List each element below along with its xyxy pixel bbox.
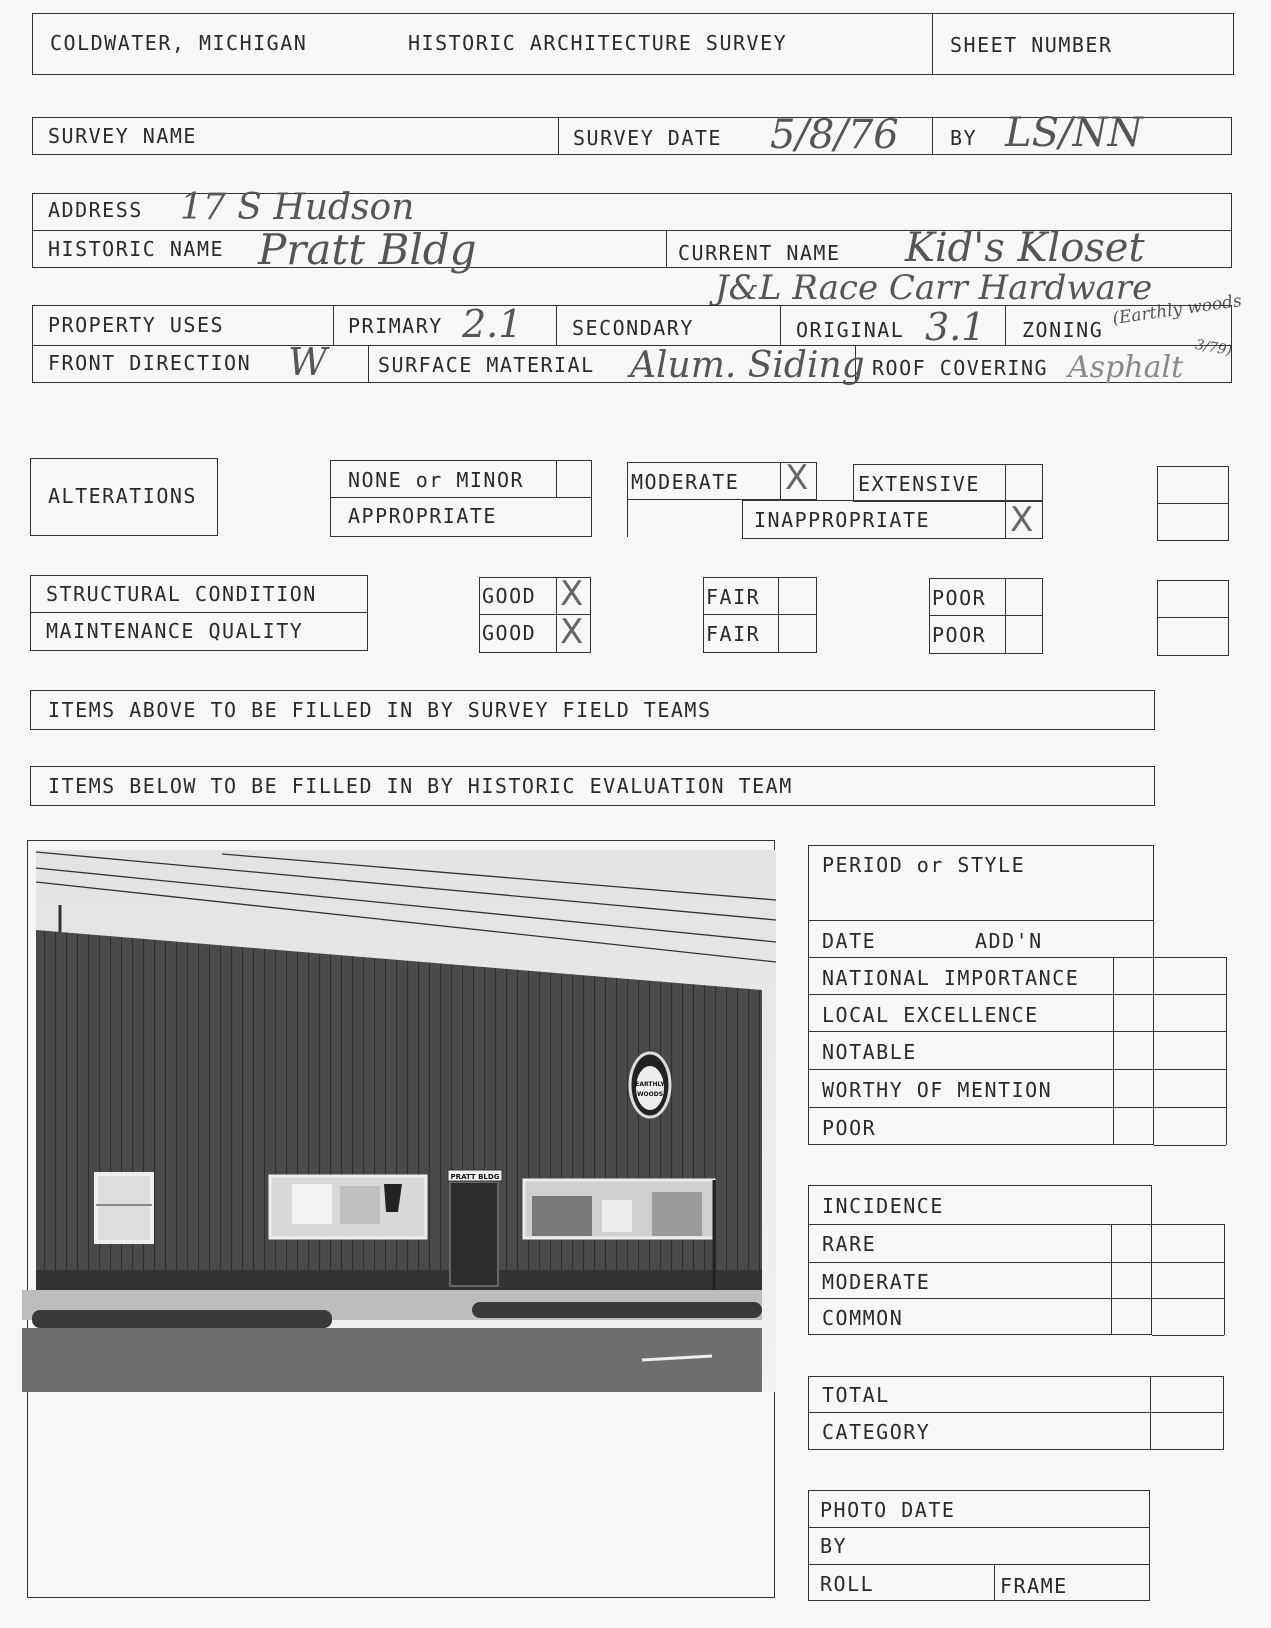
survey-date-value: 5/8/76 [770, 112, 899, 158]
alterations-moderate-label: MODERATE [631, 470, 740, 494]
frame-label: FRAME [1000, 1574, 1068, 1598]
eval-poor-label: POOR [822, 1116, 877, 1140]
note-above: ITEMS ABOVE TO BE FILLED IN BY SURVEY FIELD TEAMS [48, 698, 712, 722]
alterations-appropriate-right [627, 497, 628, 537]
survey-divider-2 [932, 117, 933, 155]
eval-divider-period [808, 920, 1154, 921]
alterations-moderate-check-divider [780, 462, 781, 500]
sheet-number-label: SHEET NUMBER [950, 33, 1113, 57]
display-items-1 [532, 1196, 592, 1236]
display-items-2 [602, 1200, 632, 1232]
door [450, 1182, 498, 1286]
front-direction-value: W [288, 340, 328, 384]
survey-by-value: LS/NN [1005, 110, 1143, 156]
notable-label: NOTABLE [822, 1040, 917, 1064]
surface-material-label: SURFACE MATERIAL [378, 353, 595, 377]
incidence-score-bottom [1152, 1335, 1224, 1336]
alterations-none-divider [330, 497, 592, 498]
structural-good-mark: X [560, 574, 584, 614]
alterations-inappropriate-mark: X [1010, 500, 1034, 540]
uses-divider-4 [1005, 305, 1006, 345]
original-value: 3.1 [925, 305, 986, 349]
period-style-label: PERIOD or STYLE [822, 853, 1026, 877]
display-poster-2 [340, 1186, 380, 1224]
primary-label: PRIMARY [348, 314, 443, 338]
structural-poor-label: POOR [932, 586, 987, 610]
condition-poor-check-divider [1005, 578, 1006, 654]
alterations-appropriate-label: APPROPRIATE [348, 504, 497, 528]
photo-by-label: BY [820, 1534, 848, 1558]
grass-left [32, 1310, 332, 1328]
condition-score-box [1157, 580, 1229, 656]
grass-right [472, 1302, 762, 1318]
condition-label-divider [30, 612, 368, 613]
totals-divider [808, 1412, 1224, 1413]
alterations-moderate-mark: X [785, 458, 809, 498]
round-sign-top: EARTHLY [635, 1081, 665, 1088]
display-items-3 [652, 1192, 702, 1236]
alterations-extensive-label: EXTENSIVE [858, 472, 980, 496]
photo-date-label: PHOTO DATE [820, 1498, 956, 1522]
eval-score-right [1226, 957, 1227, 1145]
alterations-inappropriate-label: INAPPROPRIATE [754, 508, 931, 532]
alterations-none-label: NONE or MINOR [348, 468, 525, 492]
round-sign-inner [636, 1066, 664, 1110]
city-label: COLDWATER, MICHIGAN [50, 31, 308, 55]
photo-info-divider-1 [808, 1527, 1150, 1528]
alterations-label: ALTERATIONS [48, 484, 197, 508]
condition-score-divider [1157, 617, 1229, 618]
uses-divider-3 [780, 305, 781, 345]
uses-divider-2 [556, 305, 557, 345]
secondary-label: SECONDARY [572, 316, 694, 340]
photo-info-divider-2 [808, 1564, 1150, 1565]
building-photo [22, 850, 776, 1392]
roll-label: ROLL [820, 1572, 875, 1596]
date-label: DATE [822, 929, 877, 953]
address-value: 17 S Hudson [180, 187, 415, 228]
current-name-note: J&L Race Carr Hardware [715, 268, 1153, 308]
current-name-note3: 3/79) [1193, 336, 1234, 360]
alterations-none-check-divider [556, 460, 557, 497]
survey-title: HISTORIC ARCHITECTURE SURVEY [408, 31, 788, 55]
building-shadow [36, 1270, 762, 1292]
alterations-score-divider [1157, 503, 1229, 504]
maintenance-good-label: GOOD [482, 621, 537, 645]
incidence-divider-3 [808, 1298, 1224, 1299]
surface-material-value: Alum. Siding [630, 345, 865, 386]
survey-date-label: SURVEY DATE [573, 126, 722, 150]
front-direction-label: FRONT DIRECTION [48, 351, 252, 375]
current-name-value: Kid's Kloset [905, 225, 1145, 271]
eval-divider-notable [808, 1069, 1226, 1070]
uses-divider-1 [333, 305, 334, 345]
eval-divider-national [808, 994, 1226, 995]
current-name-note2: (Earthly woods [1111, 291, 1243, 329]
addn-label: ADD'N [975, 929, 1043, 953]
common-label: COMMON [822, 1306, 904, 1330]
condition-fair-divider [703, 614, 817, 615]
incidence-divider-1 [808, 1224, 1224, 1225]
uses-divider-5 [368, 345, 369, 383]
maintenance-good-mark: X [560, 612, 584, 652]
structural-good-label: GOOD [482, 584, 537, 608]
maintenance-quality-label: MAINTENANCE QUALITY [46, 619, 304, 643]
address-label: ADDRESS [48, 198, 143, 222]
condition-poor-divider [929, 615, 1043, 616]
roof-covering-label: ROOF COVERING [872, 356, 1049, 380]
survey-divider-1 [558, 117, 559, 155]
rare-label: RARE [822, 1232, 877, 1256]
eval-divider-date [808, 957, 1226, 958]
totals-score-divider [1150, 1376, 1151, 1450]
building-sign-text: PRATT BLDG [450, 1173, 500, 1181]
survey-by-label: BY [950, 126, 978, 150]
window-left [96, 1174, 152, 1242]
condition-good-check-divider [556, 577, 557, 653]
header-divider [932, 13, 933, 75]
incidence-moderate-label: MODERATE [822, 1270, 931, 1294]
category-label: CATEGORY [822, 1420, 931, 1444]
maintenance-poor-label: POOR [932, 623, 987, 647]
roof-covering-value: Asphalt [1068, 350, 1184, 385]
condition-fair-check-divider [778, 577, 779, 653]
display-poster-1 [292, 1184, 332, 1224]
eval-score-divider [1113, 957, 1114, 1145]
zoning-label: ZONING [1022, 318, 1104, 342]
property-uses-label: PROPERTY USES [48, 313, 225, 337]
round-sign-bottom: WOODS [636, 1091, 664, 1098]
maintenance-fair-label: FAIR [706, 622, 761, 646]
photo-info-divider-v [994, 1564, 995, 1601]
incidence-score-divider [1111, 1224, 1112, 1335]
structural-condition-label: STRUCTURAL CONDITION [46, 582, 317, 606]
note-below: ITEMS BELOW TO BE FILLED IN BY HISTORIC EVALUATION TEAM [48, 774, 793, 798]
worthy-of-mention-label: WORTHY OF MENTION [822, 1078, 1053, 1102]
survey-name-label: SURVEY NAME [48, 124, 197, 148]
structural-fair-label: FAIR [706, 585, 761, 609]
incidence-divider-2 [808, 1262, 1224, 1263]
total-label: TOTAL [822, 1383, 890, 1407]
original-label: ORIGINAL [796, 318, 905, 342]
eval-score-bottom [1154, 1145, 1226, 1146]
eval-divider-worthy [808, 1107, 1226, 1108]
national-importance-label: NATIONAL IMPORTANCE [822, 966, 1080, 990]
identity-divider-v [666, 230, 667, 268]
primary-value: 2.1 [462, 302, 523, 346]
historic-name-value: Pratt Bldg [258, 225, 477, 274]
incidence-label: INCIDENCE [822, 1194, 944, 1218]
incidence-score-right [1224, 1224, 1225, 1335]
current-name-label: CURRENT NAME [678, 241, 841, 265]
eval-divider-local [808, 1031, 1226, 1032]
historic-name-label: HISTORIC NAME [48, 237, 225, 261]
local-excellence-label: LOCAL EXCELLENCE [822, 1003, 1039, 1027]
